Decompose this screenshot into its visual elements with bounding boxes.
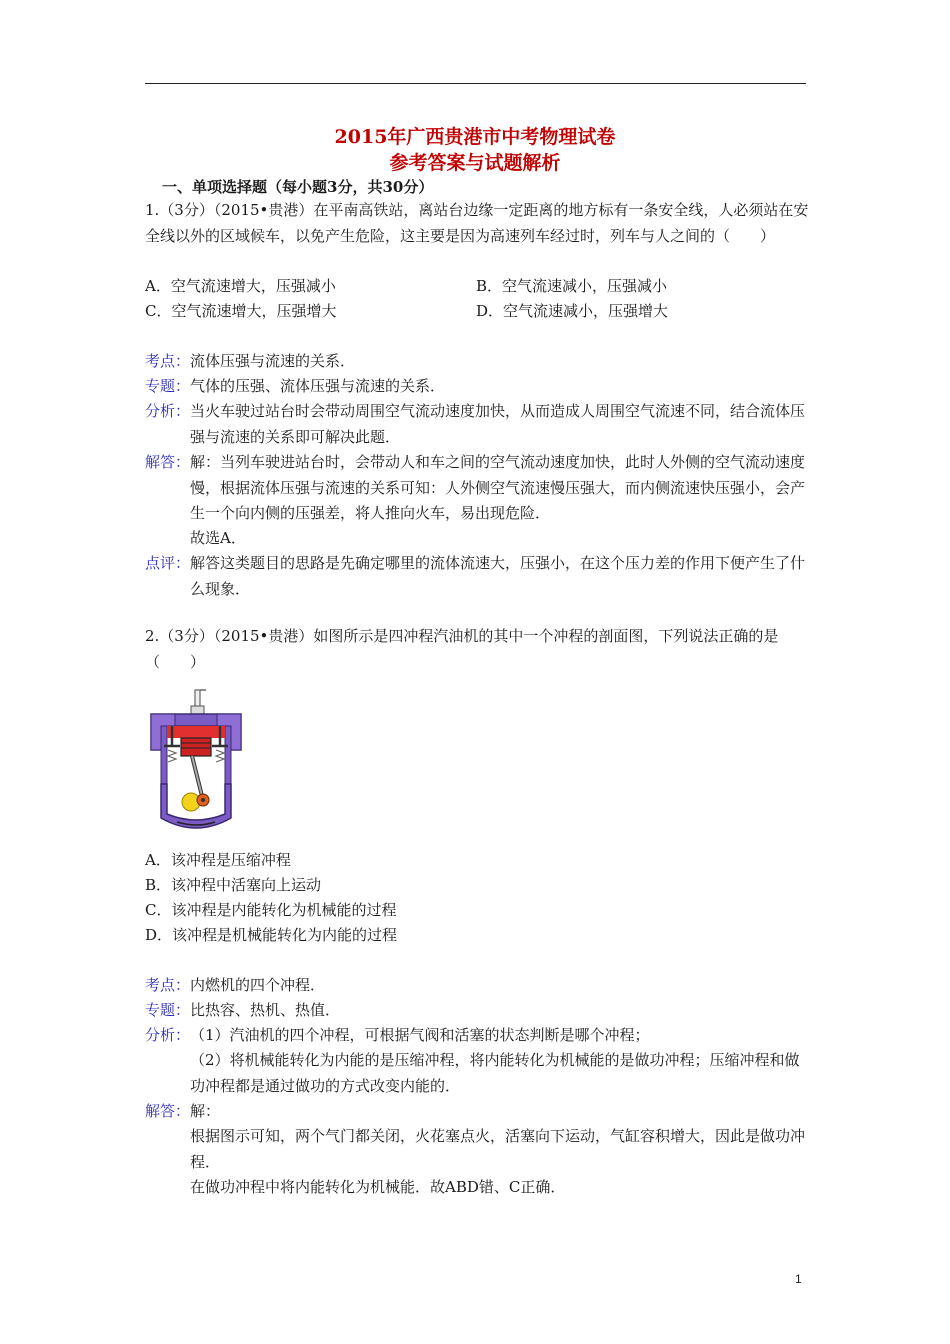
q1-jieda: 解：当列车驶进站台时，会带动人和车之间的空气流动速度加快，此时人外侧的空气流动速度慢，根据流体压强与流速的关系可知：人外侧空气流速慢压强大，而内侧流速快压强小，会产生一个向内侧的压强差，将人推向火车，易出现危险． (190, 453, 806, 522)
q2-jieda-reasoning: 根据图示可知，两个气门都关闭，火花塞点火，活塞向下运动，气缸容积增大，因此是做功冲程． (190, 1127, 806, 1171)
q1-zhuanti-label: 专题： (145, 377, 191, 395)
q2-zhuanti: 比热容、热机、热值． (190, 1001, 341, 1019)
q1-option-c: C．空气流速增大，压强增大 (145, 302, 337, 320)
q1-kaodian: 流体压强与流速的关系． (190, 352, 356, 370)
q2-kaodian-label: 考点： (145, 976, 191, 994)
q2-fenxi-point-1: （1）汽油机的四个冲程，可根据气阀和活塞的状态判断是哪个冲程； (190, 1026, 650, 1044)
q2-option-b: B．该冲程中活塞向上运动 (145, 876, 322, 894)
q2-option-a: A．该冲程是压缩冲程 (145, 851, 291, 869)
q1-dianping: 解答这类题目的思路是先确定哪里的流体流速大，压强小，在这个压力差的作用下便产生了什么现象． (190, 554, 806, 598)
q2-jieda-conclusion: 在做功冲程中将内能转化为机械能．故ABD错、C正确． (190, 1178, 566, 1196)
q1-kaodian-label: 考点： (145, 352, 191, 370)
header-rule (145, 83, 806, 84)
q2-fenxi-label: 分析： (145, 1026, 191, 1044)
q2-kaodian: 内燃机的四个冲程． (190, 976, 326, 994)
q1-fenxi-label: 分析： (145, 402, 191, 420)
q1-jieda-label: 解答： (145, 453, 191, 471)
q1-option-d: D．空气流速减小，压强增大 (476, 302, 669, 320)
document-title: 2015年广西贵港市中考物理试卷 (334, 126, 616, 148)
q2-fenxi-point-2: （2）将机械能转化为内能的是压缩冲程，将内能转化为机械能的是做功冲程；压缩冲程和做功冲程都是通过做功的方式改变内能的． (190, 1051, 800, 1095)
q1-stem: 1.（3分）（2015•贵港）在平南高铁站，离站台边缘一定距离的地方标有一条安全线，人必须站在安全线以外的区域候车，以免产生危险，这主要是因为高速列车经过时，列车与人之间的（ ） (145, 201, 809, 245)
q2-option-c: C．该冲程是内能转化为机械能的过程 (145, 901, 397, 919)
q2-jieda-intro: 解： (190, 1102, 221, 1120)
section-heading: 一、单项选择题（每小题3分，共30分） (162, 178, 434, 196)
document-subtitle: 参考答案与试题解析 (389, 152, 561, 174)
q2-jieda-label: 解答： (145, 1102, 191, 1120)
page-number: 1 (795, 1272, 802, 1286)
engine-diagram (147, 688, 245, 834)
q1-dianping-label: 点评： (145, 554, 191, 572)
q2-zhuanti-label: 专题： (145, 1001, 191, 1019)
q1-jieda-conclusion: 故选A． (190, 529, 246, 547)
q2-stem: 2.（3分）（2015•贵港）如图所示是四冲程汽油机的其中一个冲程的剖面图，下列说法正确的是（ ） (145, 627, 779, 671)
q1-option-b: B．空气流速减小，压强减小 (476, 277, 668, 295)
q1-option-a: A．空气流速增大，压强减小 (145, 277, 336, 295)
q2-option-d: D．该冲程是机械能转化为内能的过程 (145, 926, 398, 944)
q1-fenxi: 当火车驶过站台时会带动周围空气流动速度加快，从而造成人周围空气流速不同，结合流体压强与流速的关系即可解决此题． (190, 402, 806, 446)
q1-zhuanti: 气体的压强、流体压强与流速的关系． (190, 377, 446, 395)
